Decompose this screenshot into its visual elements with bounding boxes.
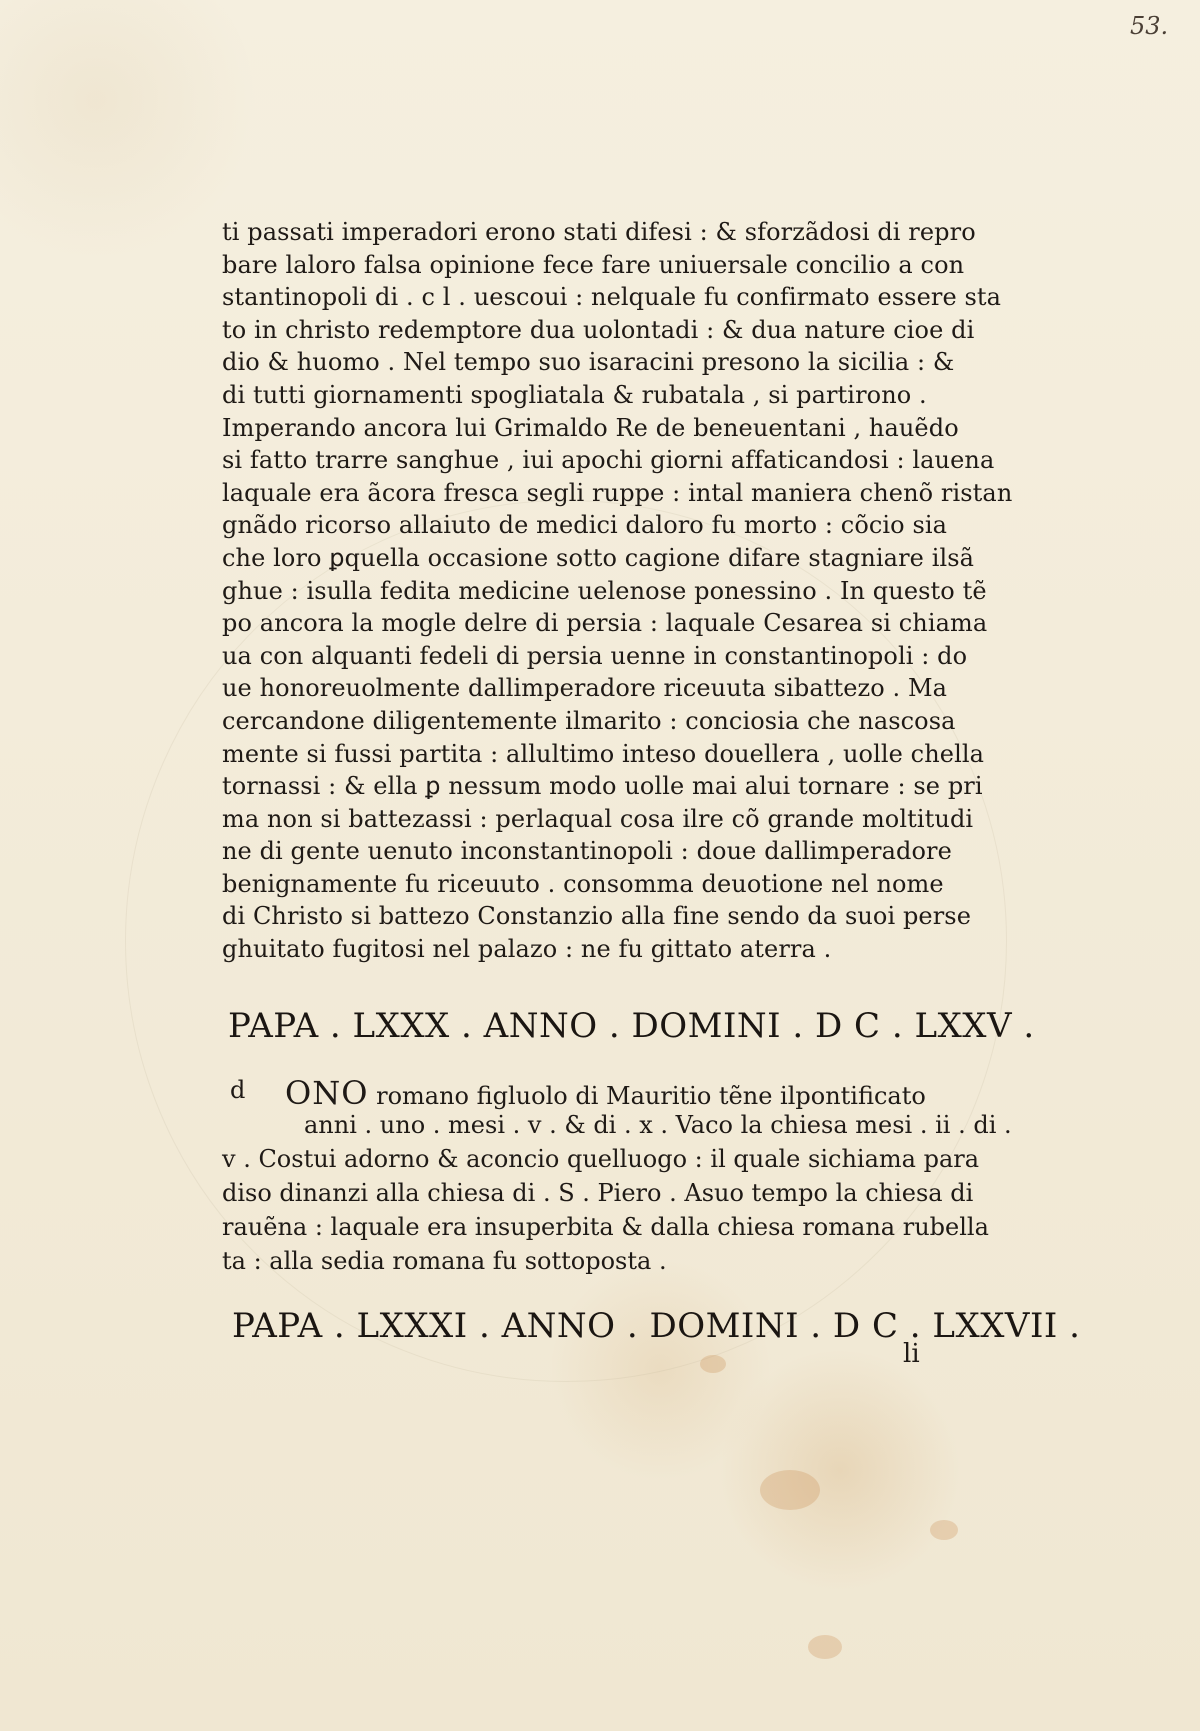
chapter-heading-papa-lxxxi: PAPA . LXXXI . ANNO . DOMINI . D C . LXXVII . (232, 1306, 1081, 1346)
foxing-stain (808, 1635, 842, 1659)
text-line: stantinopoli di . c l . uescoui : nelquale fu confirmato essere sta (222, 283, 1002, 312)
text-line: ta : alla sedia romana fu sottoposta . (222, 1247, 667, 1275)
text-line: che loro ꝑquella occasione sotto cagione difare stagniare ilsã (222, 543, 975, 572)
text-line: rauẽna : laquale era insuperbita & dalla chiesa romana rubella (222, 1213, 989, 1241)
text-line: ti passati imperadori erono stati difesi : & sforzãdosi di repro (222, 218, 976, 246)
text-line: gnãdo ricorso allaiuto de medici daloro fu morto : cõcio sia (222, 511, 948, 540)
text-line: ghuitato fugitosi nel palazo : ne fu gittato aterra . (222, 935, 832, 964)
text-line: ue honoreuolmente dallimperadore riceuuta sibattezo . Ma (222, 674, 948, 703)
text-line: anni . uno . mesi . v . & di . x . Vaco la chiesa mesi . ii . di . (304, 1111, 1012, 1139)
chapter-heading-papa-lxxx: PAPA . LXXX . ANNO . DOMINI . D C . LXXV . (228, 1006, 1035, 1046)
text-line: dio & huomo . Nel tempo suo isaracini presono la sicilia : & (222, 348, 955, 377)
text-line: bare laloro falsa opinione fece fare uniuersale concilio a con (222, 250, 965, 279)
text-line: to in christo redemptore dua uolontadi : & dua nature cioe di (222, 315, 975, 344)
text-line: v . Costui adorno & aconcio quelluogo : il quale sichiama para (222, 1145, 980, 1173)
foxing-stain (760, 1470, 820, 1510)
text-line: laquale era ãcora fresca segli ruppe : intal maniera chenõ ristan (222, 478, 1013, 507)
text-line: po ancora la mogle delre di persia : laquale Cesarea si chiama (222, 609, 988, 638)
text-line: ma non si battezassi : perlaqual cosa ilre cõ grande moltitudi (222, 804, 974, 833)
text-line: di Christo si battezo Constanzio alla fine sendo da suoi perse (222, 902, 972, 931)
text-line: ua con alquanti fedeli di persia uenne in constantinopoli : do (222, 641, 968, 670)
text-line: si fatto trarre sanghue , iui apochi giorni affaticandosi : lauena (222, 446, 995, 475)
bono-first-line-text: romano figluolo di Mauritio tẽne ilpontificato (376, 1082, 926, 1110)
main-text-block (222, 216, 1013, 966)
text-line: diso dinanzi alla chiesa di . S . Piero . Asuo tempo la chiesa di (222, 1179, 974, 1207)
foxing-stain (700, 1355, 726, 1373)
text-line: Imperando ancora lui Grimaldo Re de beneuentani , hauẽdo (222, 413, 959, 442)
catchword: li (903, 1339, 920, 1369)
initial-capitals: ONO (285, 1074, 369, 1112)
folio-number: 53. (1130, 12, 1169, 40)
bono-paragraph (222, 1108, 1012, 1278)
text-line: ne di gente uenuto inconstantinopoli : doue dallimperadore (222, 837, 952, 866)
bono-first-line (285, 1074, 926, 1112)
text-line: cercandone diligentemente ilmarito : conciosia che nascosa (222, 706, 956, 735)
text-line: ghue : isulla fedita medicine uelenose ponessino . In questo tẽ (222, 576, 987, 605)
guide-letter: d (230, 1076, 246, 1104)
text-line: mente si fussi partita : allultimo inteso douellera , uolle chella (222, 739, 985, 768)
foxing-stain (930, 1520, 958, 1540)
text-line: benignamente fu riceuuto . consomma deuotione nel nome (222, 869, 944, 898)
text-line: tornassi : & ella ꝑ nessum modo uolle mai alui tornare : se pri (222, 772, 983, 801)
text-line: di tutti giornamenti spogliatala & rubatala , si partirono . (222, 380, 927, 409)
